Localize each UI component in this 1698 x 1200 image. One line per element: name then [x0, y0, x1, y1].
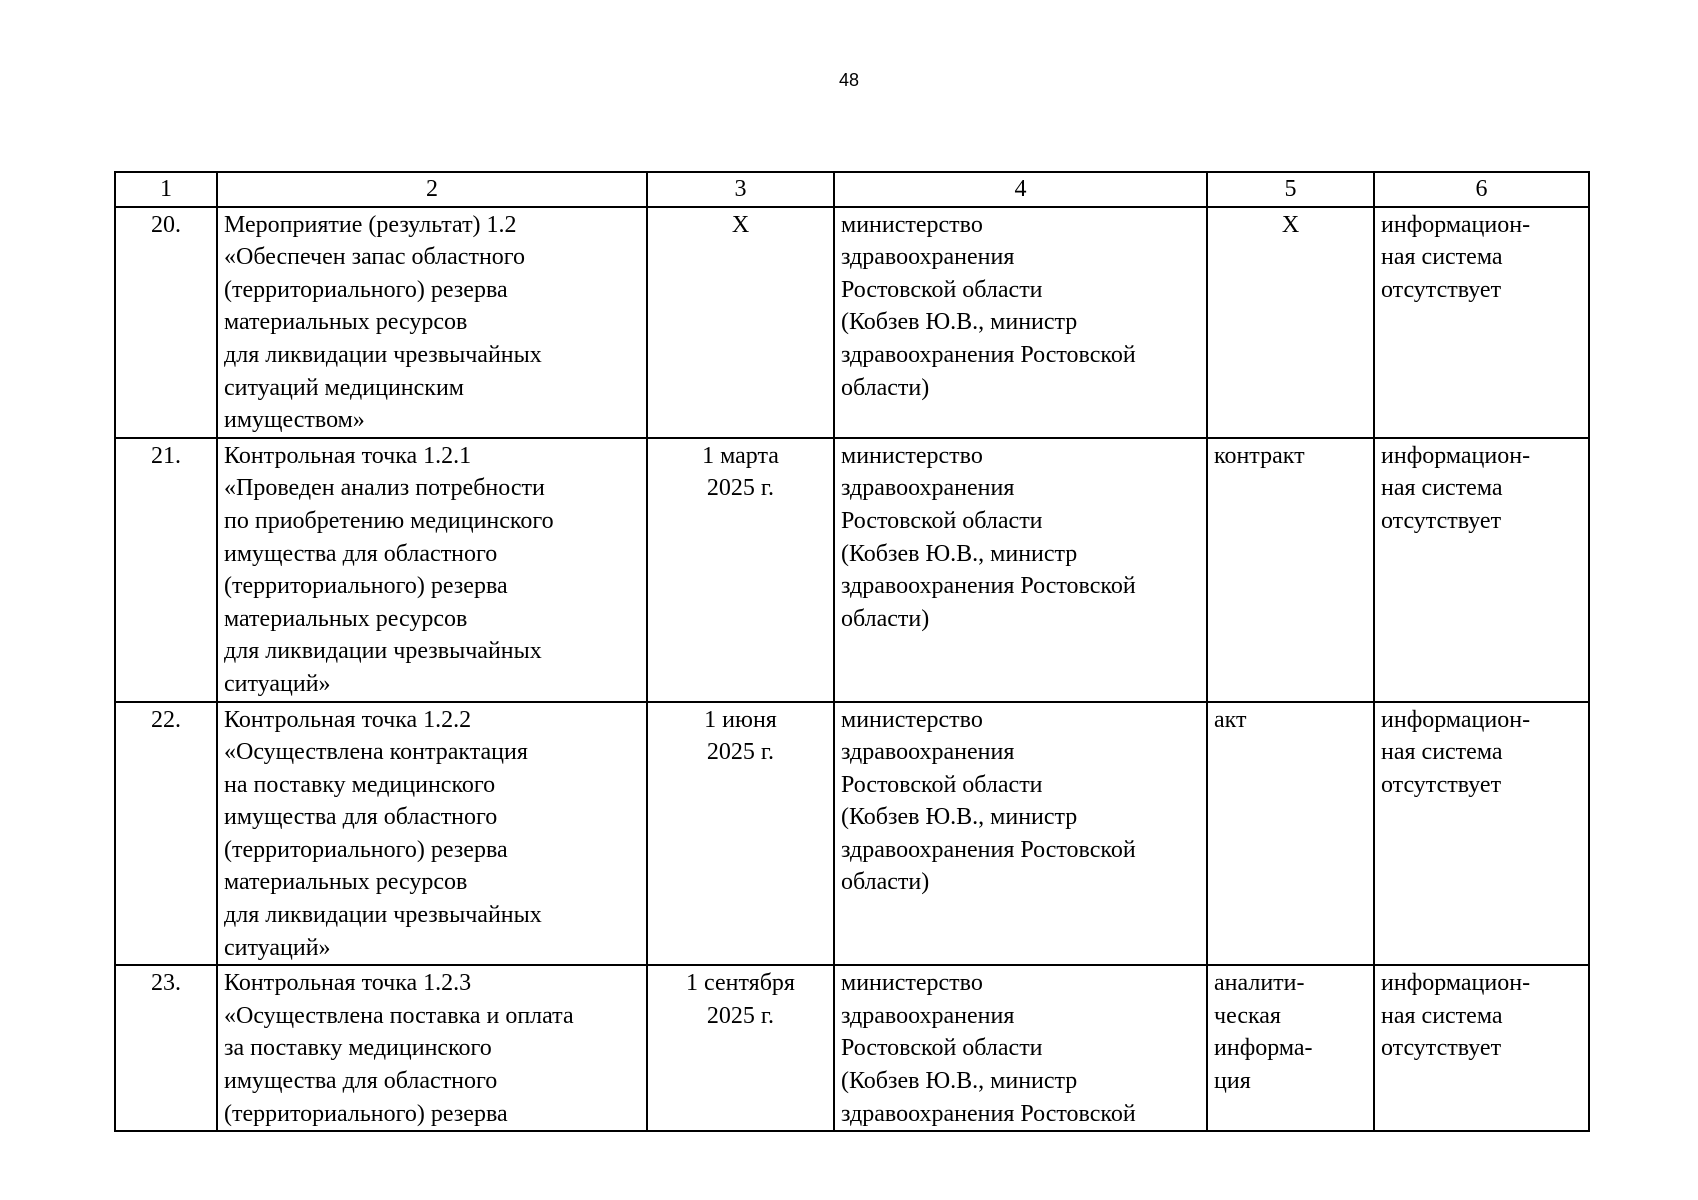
cell-line: ная система	[1381, 244, 1503, 271]
cell-line: «Проведен анализ потребности	[224, 475, 545, 502]
cell-line: области)	[841, 605, 930, 632]
header-row	[115, 172, 1589, 207]
cell-line: имущества для областного	[224, 804, 498, 831]
cell-line: информацион-	[1381, 706, 1531, 733]
table-row	[115, 207, 1589, 438]
info-system-cell	[1374, 965, 1589, 1131]
cell-line: министерство	[841, 211, 983, 238]
column-header: 3	[647, 172, 834, 207]
cell-line: здравоохранения	[841, 1002, 1015, 1029]
cell-line: на поставку медицинского	[224, 771, 496, 798]
cell-line: имущества для областного	[224, 1068, 498, 1095]
cell-line: (Кобзев Ю.В., министр	[841, 804, 1078, 831]
cell-line: (Кобзев Ю.В., министр	[841, 1068, 1078, 1095]
cell-line: 1 марта	[702, 442, 779, 469]
cell-line: 2025 г.	[706, 739, 775, 766]
cell-line: Ростовской области	[841, 771, 1043, 798]
document-cell	[1207, 438, 1374, 702]
document-cell	[1207, 702, 1374, 966]
cell-line: контракт	[1214, 442, 1305, 469]
event-name-cell	[217, 965, 647, 1131]
cell-line: 2025 г.	[706, 475, 775, 502]
cell-line: акт	[1214, 706, 1247, 733]
responsible-cell	[834, 965, 1207, 1131]
cell-line: для ликвидации чрезвычайных	[224, 638, 542, 665]
cell-line: материальных ресурсов	[224, 869, 468, 896]
cell-line: министерство	[841, 970, 983, 997]
cell-line: аналити-	[1214, 970, 1305, 997]
cell-line: (территориального) резерва	[224, 276, 508, 303]
responsible-cell	[834, 438, 1207, 702]
cell-line: за поставку медицинского	[224, 1035, 492, 1062]
event-name-cell	[217, 702, 647, 966]
table-row	[115, 702, 1589, 966]
info-system-cell	[1374, 702, 1589, 966]
cell-line: здравоохранения	[841, 475, 1015, 502]
row-number: 21.	[115, 438, 217, 702]
column-header: 2	[217, 172, 647, 207]
column-header: 4	[834, 172, 1207, 207]
cell-line: ситуаций медицинским	[224, 374, 464, 401]
cell-line: Х	[731, 211, 750, 238]
cell-line: (Кобзев Ю.В., министр	[841, 309, 1078, 336]
cell-line: отсутствует	[1381, 507, 1502, 534]
cell-line: Ростовской области	[841, 507, 1043, 534]
cell-line: здравоохранения	[841, 244, 1015, 271]
cell-line: имуществом»	[224, 407, 365, 434]
cell-line: «Обеспечен запас областного	[224, 244, 526, 271]
table-row	[115, 965, 1589, 1131]
column-header: 6	[1374, 172, 1589, 207]
date-cell	[647, 702, 834, 966]
cell-line: Контрольная точка 1.2.3	[224, 970, 472, 997]
cell-line: здравоохранения	[841, 739, 1015, 766]
cell-line: отсутствует	[1381, 1035, 1502, 1062]
cell-line: ческая	[1214, 1002, 1281, 1029]
responsible-cell	[834, 207, 1207, 438]
plan-table	[114, 171, 1590, 1132]
cell-line: информацион-	[1381, 211, 1531, 238]
cell-line: материальных ресурсов	[224, 309, 468, 336]
cell-line: ситуаций»	[224, 934, 331, 961]
cell-line: «Осуществлена поставка и оплата	[224, 1002, 574, 1029]
document-cell	[1207, 965, 1374, 1131]
info-system-cell	[1374, 207, 1589, 438]
cell-line: по приобретению медицинского	[224, 507, 554, 534]
cell-line: «Осуществлена контрактация	[224, 739, 528, 766]
cell-line: 1 июня	[704, 706, 777, 733]
cell-line: здравоохранения Ростовской	[841, 836, 1136, 863]
cell-line: Х	[1281, 211, 1300, 238]
date-cell	[647, 965, 834, 1131]
cell-line: здравоохранения Ростовской	[841, 573, 1136, 600]
cell-line: Ростовской области	[841, 276, 1043, 303]
cell-line: для ликвидации чрезвычайных	[224, 341, 542, 368]
cell-line: (Кобзев Ю.В., министр	[841, 540, 1078, 567]
cell-line: ситуаций»	[224, 670, 331, 697]
cell-line: информацион-	[1381, 970, 1531, 997]
column-header: 5	[1207, 172, 1374, 207]
date-cell	[647, 207, 834, 438]
page-number: 48	[838, 70, 860, 90]
cell-line: отсутствует	[1381, 771, 1502, 798]
cell-line: Мероприятие (результат) 1.2	[224, 211, 517, 238]
cell-line: Контрольная точка 1.2.2	[224, 706, 472, 733]
date-cell	[647, 438, 834, 702]
cell-line: информа-	[1214, 1035, 1313, 1062]
cell-line: Ростовской области	[841, 1035, 1043, 1062]
cell-line: (территориального) резерва	[224, 573, 508, 600]
row-number: 20.	[115, 207, 217, 438]
document-cell	[1207, 207, 1374, 438]
cell-line: для ликвидации чрезвычайных	[224, 902, 542, 929]
cell-line: здравоохранения Ростовской	[841, 1100, 1136, 1127]
cell-line: информацион-	[1381, 442, 1531, 469]
row-number: 23.	[115, 965, 217, 1131]
cell-line: области)	[841, 869, 930, 896]
cell-line: (территориального) резерва	[224, 1100, 508, 1127]
cell-line: материальных ресурсов	[224, 605, 468, 632]
cell-line: ная система	[1381, 739, 1503, 766]
cell-line: отсутствует	[1381, 276, 1502, 303]
cell-line: области)	[841, 374, 930, 401]
cell-line: ция	[1214, 1068, 1251, 1095]
cell-line: (территориального) резерва	[224, 836, 508, 863]
cell-line: здравоохранения Ростовской	[841, 341, 1136, 368]
cell-line: имущества для областного	[224, 540, 498, 567]
event-name-cell	[217, 438, 647, 702]
column-header: 1	[115, 172, 217, 207]
cell-line: ная система	[1381, 475, 1503, 502]
event-name-cell	[217, 207, 647, 438]
cell-line: 1 сентября	[686, 970, 795, 997]
info-system-cell	[1374, 438, 1589, 702]
table-row	[115, 438, 1589, 702]
cell-line: 2025 г.	[706, 1002, 775, 1029]
row-number: 22.	[115, 702, 217, 966]
cell-line: ная система	[1381, 1002, 1503, 1029]
cell-line: министерство	[841, 706, 983, 733]
cell-line: министерство	[841, 442, 983, 469]
responsible-cell	[834, 702, 1207, 966]
cell-line: Контрольная точка 1.2.1	[224, 442, 472, 469]
